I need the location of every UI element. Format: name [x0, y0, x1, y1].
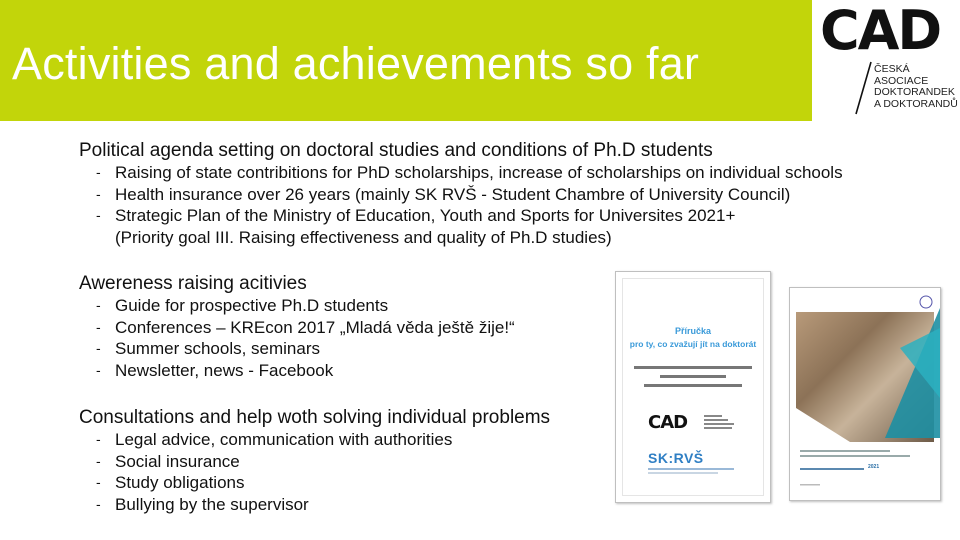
bullet-dash: -: [96, 207, 101, 223]
booklet-text-lines-icon: [630, 364, 756, 394]
bullet-dash: -: [96, 474, 101, 490]
cad-logo: [812, 0, 960, 121]
list-item-text: Bullying by the supervisor: [115, 494, 309, 514]
slide-title: Activities and achievements so far: [12, 38, 700, 89]
bullet-dash: -: [96, 495, 101, 512]
list-item: [79, 494, 550, 516]
booklet-subtitle: pro ty, co zvažují jít na doktorát: [629, 339, 757, 349]
bullet-list: [79, 162, 843, 248]
list-item: [79, 360, 515, 382]
list-item-text: Raising of state contribitions for PhD scholarships, increase of scholarships on individual schools: [115, 163, 843, 182]
bullet-dash: -: [96, 340, 101, 356]
list-item-text: Newsletter, news - Facebook: [115, 360, 334, 380]
list-item: [79, 472, 550, 494]
strategic-plan-cover-image: [789, 287, 941, 501]
logo-mark: CAD: [820, 0, 941, 62]
booklet-title: Příručka: [674, 326, 712, 336]
bullet-dash: -: [96, 431, 101, 447]
section-consultations: [79, 407, 550, 515]
list-item: [79, 184, 843, 206]
bullet-dash: -: [96, 318, 101, 335]
list-item-text: (Priority goal III. Raising effectiveness and quality of Ph.D studies): [115, 227, 612, 247]
list-item: [79, 451, 550, 473]
list-item-text: Strategic Plan of the Ministry of Education, Youth and Sports for Universites 2021+: [115, 206, 736, 225]
booklet-cad-subtext-icon: [704, 415, 740, 429]
section-political-agenda: [79, 140, 843, 248]
bullet-list: [79, 429, 550, 515]
list-item-text: Health insurance over 26 years (mainly SK RVŠ - Student Chambre of University Council): [115, 184, 791, 204]
booklet-skrvs-logo: SK:RVŠ: [648, 450, 704, 466]
booklet-rule: [648, 472, 718, 474]
list-item-text: Study obligations: [115, 473, 245, 492]
booklet-cad-logo: CAD: [648, 412, 688, 433]
section-heading: Awereness raising acitivies: [79, 273, 307, 294]
list-item-text: Legal advice, communication with authorities: [115, 430, 453, 449]
list-item-text: Guide for prospective Ph.D students: [115, 296, 389, 315]
bullet-list: [79, 295, 515, 381]
section-heading: Political agenda setting on doctoral studies and conditions of Ph.D students: [79, 140, 713, 161]
list-item: [79, 338, 515, 360]
section-awareness: [79, 273, 515, 381]
logo-subtitle: [874, 64, 958, 110]
bullet-dash: -: [96, 297, 101, 313]
bullet-dash: -: [96, 452, 101, 469]
logo-line: A DOKTORANDŮ: [874, 97, 958, 110]
list-item: [79, 295, 515, 317]
list-item: [79, 205, 843, 227]
cover-teal-shapes-icon: [790, 288, 940, 500]
list-item-text: Summer schools, seminars: [115, 339, 321, 358]
logo-line: ASOCIACE: [874, 74, 929, 87]
booklet-rule: [648, 468, 734, 470]
list-item: [79, 162, 843, 184]
logo-line: ČESKÁ: [874, 63, 910, 75]
guide-booklet-image: [615, 271, 771, 503]
list-item: [79, 317, 515, 339]
bullet-dash: -: [96, 361, 101, 378]
title-bar: [0, 0, 812, 121]
logo-line: DOKTORANDEK: [874, 86, 955, 98]
list-item: [79, 429, 550, 451]
list-item-text: Conferences – KREcon 2017 „Mladá věda ještě žije!“: [115, 317, 515, 337]
cover-year: 2021: [868, 464, 880, 470]
list-item-text: Social insurance: [115, 451, 240, 471]
section-heading: Consultations and help woth solving individual problems: [79, 407, 551, 428]
bullet-dash: -: [96, 185, 101, 202]
bullet-dash: -: [96, 164, 101, 180]
logo-slash-icon: [852, 60, 874, 116]
list-item-continuation: [79, 227, 843, 249]
